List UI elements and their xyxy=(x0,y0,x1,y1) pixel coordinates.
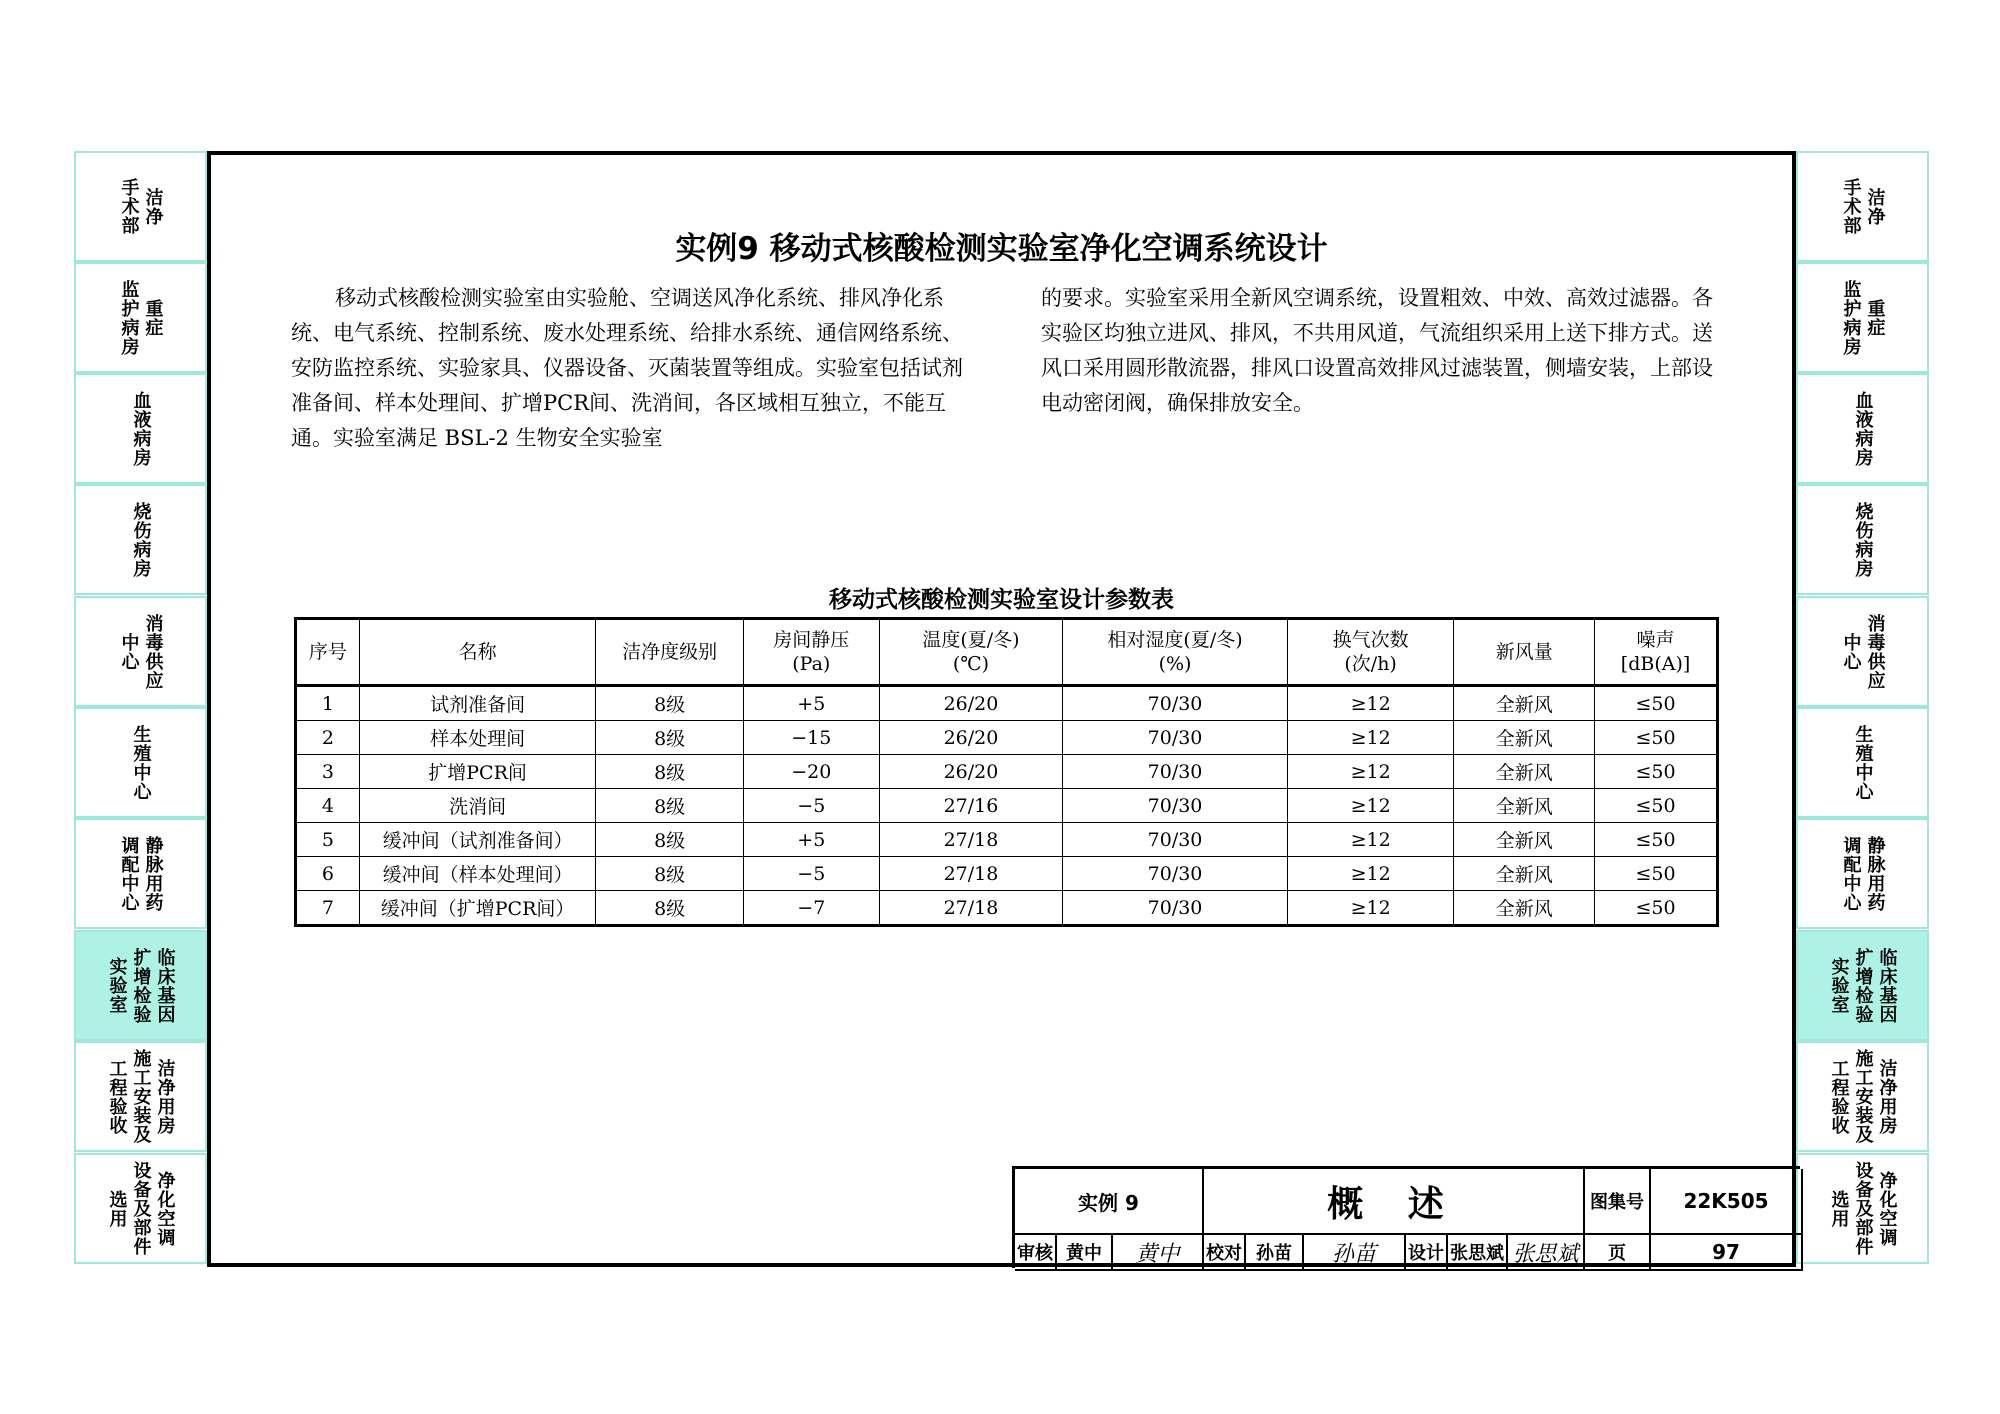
table-cell: 70/30 xyxy=(1063,721,1288,755)
side-tab xyxy=(74,151,207,262)
table-cell: 27/18 xyxy=(879,857,1063,891)
table-cell: 8级 xyxy=(596,891,744,926)
side-tab-label: 重症 xyxy=(1864,298,1886,337)
side-tab-label: 工程验收 xyxy=(1828,1058,1850,1135)
table-cell: 70/30 xyxy=(1063,755,1288,789)
table-cell: 全新风 xyxy=(1454,857,1595,891)
table-row xyxy=(296,823,1718,857)
table-cell: 全新风 xyxy=(1454,789,1595,823)
table-body xyxy=(296,686,1718,926)
table-cell: 70/30 xyxy=(1063,789,1288,823)
table-header-cell: 洁净度级别 xyxy=(596,619,744,686)
table-cell: 70/30 xyxy=(1063,686,1288,721)
side-tab-label: 烧伤病房 xyxy=(1852,501,1874,578)
side-tab-label: 工程验收 xyxy=(106,1058,128,1135)
side-tab-label: 选用 xyxy=(1828,1189,1850,1228)
table-row xyxy=(296,857,1718,891)
table-cell: 试剂准备间 xyxy=(359,686,595,721)
table-cell: ≥12 xyxy=(1287,686,1454,721)
paragraph-left: 移动式核酸检测实验室由实验舱、空调送风净化系统、排风净化系统、电气系统、控制系统、废水处理系统、给排水系统、通信网络系统、安防监控系统、实验家具、仪器设备、灭菌装置等组成。实验室包括试剂准备间、样本处理间、扩增PCR间、洗消间，各区域相互独立，不能互通。实验室满足 BSL-2 生物安全实验室 xyxy=(291,286,963,450)
side-tab-label: 临床基因 xyxy=(1876,947,1898,1024)
side-tab-label: 扩增检验 xyxy=(130,947,152,1024)
table-cell: −5 xyxy=(743,789,879,823)
table-cell: 4 xyxy=(296,789,360,823)
table-cell: ≥12 xyxy=(1287,755,1454,789)
side-tab-label: 施工安装及 xyxy=(1852,1049,1874,1144)
side-tab-label: 中心 xyxy=(1840,632,1862,671)
table-cell: 全新风 xyxy=(1454,823,1595,857)
table-header-cell: 房间静压 (Pa) xyxy=(743,619,879,686)
table-cell: 8级 xyxy=(596,686,744,721)
tb-check-label: 校对 xyxy=(1204,1235,1246,1271)
table-cell: 扩增PCR间 xyxy=(359,755,595,789)
side-tab-label: 血液病房 xyxy=(130,390,152,467)
tb-designer-signature: 张思斌 xyxy=(1508,1235,1585,1271)
side-tab xyxy=(74,1041,207,1152)
side-tab-label: 重症 xyxy=(142,298,164,337)
table-cell: +5 xyxy=(743,686,879,721)
tb-design-label: 设计 xyxy=(1406,1235,1448,1271)
side-tab xyxy=(74,484,207,595)
parameter-table xyxy=(294,617,1719,927)
table-cell: ≤50 xyxy=(1595,857,1718,891)
table-cell: 全新风 xyxy=(1454,686,1595,721)
side-tab xyxy=(74,262,207,373)
side-tab-label: 手术部 xyxy=(1840,178,1862,235)
table-cell: ≥12 xyxy=(1287,857,1454,891)
table-cell: 27/16 xyxy=(879,789,1063,823)
drawing-frame xyxy=(207,151,1796,1267)
side-tab-label: 监护病房 xyxy=(118,279,140,356)
side-tab-label: 烧伤病房 xyxy=(130,501,152,578)
tb-atlas-label: 图集号 xyxy=(1585,1169,1651,1235)
table-cell: ≤50 xyxy=(1595,686,1718,721)
table-cell: 7 xyxy=(296,891,360,926)
table-cell: +5 xyxy=(743,823,879,857)
paragraph-right: 的要求。实验室采用全新风空调系统，设置粗效、中效、高效过滤器。各实验区均独立进风、排风，不共用风道，气流组织采用上送下排方式。送风口采用圆形散流器，排风口设置高效排风过滤装置，侧墙安装，上部设电动密闭阀，确保排放安全。 xyxy=(1041,286,1713,415)
tb-reviewer: 黄中 xyxy=(1057,1235,1113,1271)
side-tab-label: 洁净用房 xyxy=(1876,1058,1898,1135)
table-header-cell: 新风量 xyxy=(1454,619,1595,686)
tb-designer: 张思斌 xyxy=(1448,1235,1508,1271)
side-tab-label: 静脉用药 xyxy=(1864,835,1886,912)
table-cell: ≥12 xyxy=(1287,721,1454,755)
page-title: 实例9 移动式核酸检测实验室净化空调系统设计 xyxy=(675,231,1328,267)
tb-name: 概 述 xyxy=(1204,1169,1585,1235)
table-row xyxy=(296,721,1718,755)
table-header-cell: 换气次数 (次/h) xyxy=(1287,619,1454,686)
table-cell: ≥12 xyxy=(1287,823,1454,857)
side-tab-label: 洁净 xyxy=(142,187,164,226)
side-tab xyxy=(1796,930,1929,1041)
table-cell: −7 xyxy=(743,891,879,926)
side-tab-label: 实验室 xyxy=(106,957,128,1014)
table-cell: 缓冲间（扩增PCR间） xyxy=(359,891,595,926)
side-tab xyxy=(1796,596,1929,707)
side-tab-label: 设备及部件 xyxy=(1852,1161,1874,1256)
table-header-cell: 名称 xyxy=(359,619,595,686)
table-cell: −20 xyxy=(743,755,879,789)
side-tab-label: 调配中心 xyxy=(118,835,140,912)
tb-checker: 孙苗 xyxy=(1246,1235,1304,1271)
side-tab xyxy=(1796,373,1929,484)
table-row xyxy=(296,686,1718,721)
tb-checker-signature: 孙苗 xyxy=(1304,1235,1406,1271)
side-tab-label: 消毒供应 xyxy=(1864,613,1886,690)
table-header-row xyxy=(296,619,1718,686)
table-cell: 27/18 xyxy=(879,823,1063,857)
side-tab-label: 生殖中心 xyxy=(130,724,152,801)
table-cell: ≤50 xyxy=(1595,789,1718,823)
side-tab xyxy=(74,1153,207,1264)
title-block xyxy=(1012,1166,1800,1268)
tb-page-no: 97 xyxy=(1651,1235,1803,1271)
table-header-cell: 噪声 [dB(A)] xyxy=(1595,619,1718,686)
table-cell: ≥12 xyxy=(1287,789,1454,823)
table-cell: ≤50 xyxy=(1595,755,1718,789)
table-cell: 26/20 xyxy=(879,686,1063,721)
side-tab xyxy=(1796,707,1929,818)
table-cell: 8级 xyxy=(596,857,744,891)
table-title: 移动式核酸检测实验室设计参数表 xyxy=(829,587,1174,613)
table-cell: ≤50 xyxy=(1595,721,1718,755)
table-cell: −5 xyxy=(743,857,879,891)
side-tab xyxy=(1796,151,1929,262)
side-tab-label: 扩增检验 xyxy=(1852,947,1874,1024)
side-tab-label: 净化空调 xyxy=(154,1170,176,1247)
side-tab xyxy=(1796,262,1929,373)
table-cell: 3 xyxy=(296,755,360,789)
side-tab-label: 监护病房 xyxy=(1840,279,1862,356)
table-cell: 8级 xyxy=(596,721,744,755)
table-cell: −15 xyxy=(743,721,879,755)
table-cell: 8级 xyxy=(596,823,744,857)
table-cell: 全新风 xyxy=(1454,721,1595,755)
table-cell: ≤50 xyxy=(1595,823,1718,857)
tb-page-label: 页 xyxy=(1585,1235,1651,1271)
table-cell: 5 xyxy=(296,823,360,857)
side-tab xyxy=(74,930,207,1041)
side-tab-label: 施工安装及 xyxy=(130,1049,152,1144)
table-row xyxy=(296,755,1718,789)
side-tab xyxy=(74,707,207,818)
side-tab xyxy=(74,818,207,929)
table-header-cell: 序号 xyxy=(296,619,360,686)
side-tab xyxy=(74,596,207,707)
side-tabs-left xyxy=(74,151,207,1267)
table-cell: 8级 xyxy=(596,789,744,823)
side-tabs-right xyxy=(1796,151,1929,1267)
side-tab-label: 调配中心 xyxy=(1840,835,1862,912)
side-tab xyxy=(1796,484,1929,595)
table-cell: 缓冲间（样本处理间） xyxy=(359,857,595,891)
side-tab-label: 净化空调 xyxy=(1876,1170,1898,1247)
table-cell: 缓冲间（试剂准备间） xyxy=(359,823,595,857)
side-tab-label: 生殖中心 xyxy=(1852,724,1874,801)
tb-example: 实例 9 xyxy=(1015,1169,1204,1235)
table-cell: 70/30 xyxy=(1063,891,1288,926)
side-tab-label: 静脉用药 xyxy=(142,835,164,912)
table-cell: 27/18 xyxy=(879,891,1063,926)
side-tab-label: 手术部 xyxy=(118,178,140,235)
tb-atlas-no: 22K505 xyxy=(1651,1169,1803,1235)
table-cell: 70/30 xyxy=(1063,857,1288,891)
side-tab xyxy=(74,373,207,484)
side-tab-label: 消毒供应 xyxy=(142,613,164,690)
side-tab xyxy=(1796,1041,1929,1152)
table-header-cell: 温度(夏/冬) (℃) xyxy=(879,619,1063,686)
table-cell: 8级 xyxy=(596,755,744,789)
side-tab-label: 血液病房 xyxy=(1852,390,1874,467)
table-cell: 样本处理间 xyxy=(359,721,595,755)
table-cell: ≥12 xyxy=(1287,891,1454,926)
tb-review-label: 审核 xyxy=(1015,1235,1057,1271)
side-tab-label: 洁净 xyxy=(1864,187,1886,226)
table-cell: 全新风 xyxy=(1454,755,1595,789)
side-tab-label: 中心 xyxy=(118,632,140,671)
side-tab-label: 选用 xyxy=(106,1189,128,1228)
table-cell: 1 xyxy=(296,686,360,721)
table-header-cell: 相对湿度(夏/冬) (%) xyxy=(1063,619,1288,686)
table-cell: 26/20 xyxy=(879,721,1063,755)
side-tab xyxy=(1796,1153,1929,1264)
side-tab-label: 洁净用房 xyxy=(154,1058,176,1135)
table-cell: 全新风 xyxy=(1454,891,1595,926)
table-cell: 70/30 xyxy=(1063,823,1288,857)
side-tab-label: 临床基因 xyxy=(154,947,176,1024)
table-cell: 洗消间 xyxy=(359,789,595,823)
table-cell: ≤50 xyxy=(1595,891,1718,926)
table-row xyxy=(296,891,1718,926)
side-tab xyxy=(1796,818,1929,929)
table-cell: 26/20 xyxy=(879,755,1063,789)
tb-reviewer-signature: 黄中 xyxy=(1113,1235,1204,1271)
side-tab-label: 实验室 xyxy=(1828,957,1850,1014)
side-tab-label: 设备及部件 xyxy=(130,1161,152,1256)
table-cell: 6 xyxy=(296,857,360,891)
table-row xyxy=(296,789,1718,823)
table-cell: 2 xyxy=(296,721,360,755)
